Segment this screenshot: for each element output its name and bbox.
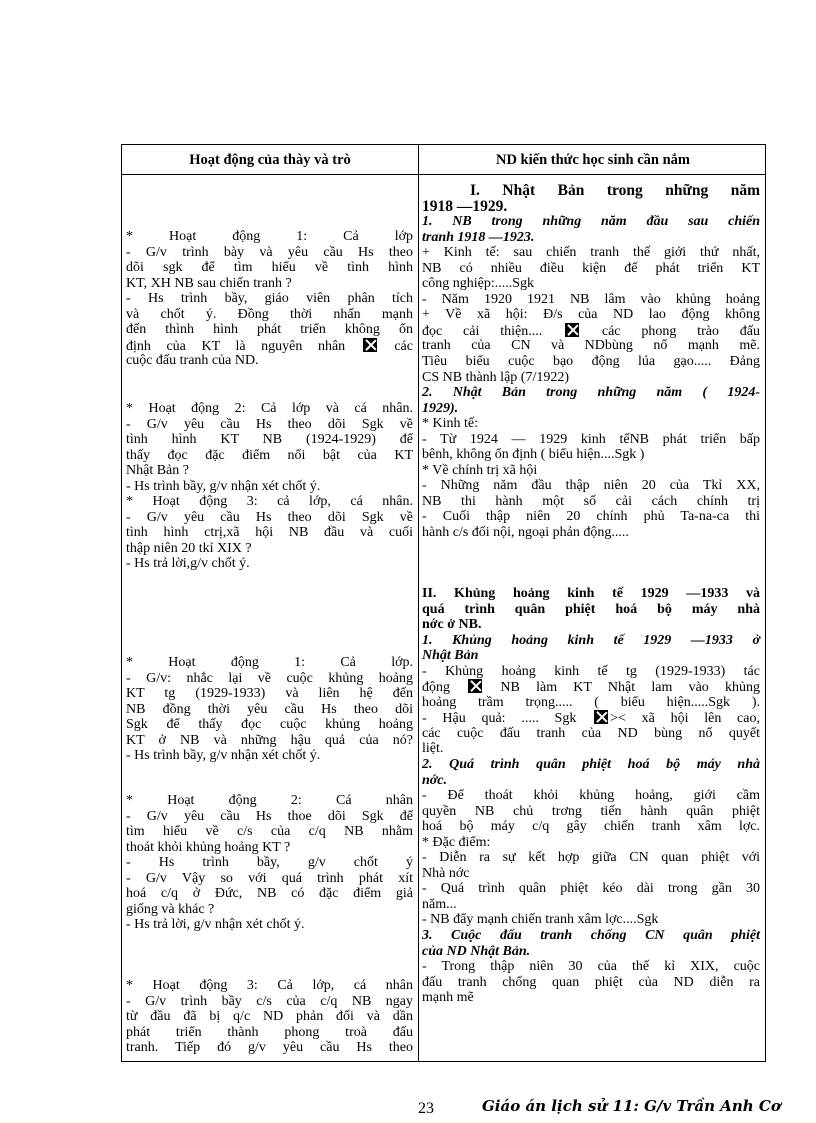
left-text-line: - G/v: nhắc lại về cuộc khủng hoảng [126,670,413,686]
left-text-line: * Hoạt động 2: Cả lớp và cá nhân. [126,401,413,416]
left-text-line: cuộc đấu tranh của ND. [126,353,259,369]
right-text-line: 1. Khủng hoảng kinh tế 1929 —1933 ở [422,632,760,648]
right-text-line: CS NB thành lập (7/1922) [422,369,569,385]
arrow-symbol-icon [594,710,608,724]
left-text-line: * Hoạt động 1: Cả lớp [126,229,413,244]
right-text-line: II. Khủng hoảng kinh tế 1929 —1933 và [422,586,760,601]
left-text-line: - Hs trình bầy, giáo viên phân tích [126,291,413,307]
left-text-line: - Hs trả lời, g/v nhận xét chốt ý. [126,917,305,933]
left-text-line: - Hs trình bầy, g/v nhận xét chốt ý. [126,748,321,764]
left-text-line: định của KT là nguyên nhân các [126,338,413,354]
right-text-line: - Cuối thập niên 20 chính phủ Ta-na-ca thi [422,509,760,525]
left-text-line: phát triển thành phong troà đấu [126,1024,413,1040]
left-text-line: - G/v trình bày và yêu cầu Hs theo [126,244,413,260]
right-text-line: quá trình quân phiệt hoá bộ máy nhà [422,601,760,617]
left-text-line: - G/v Vậy so với quá trình phát xít [126,870,413,886]
column-divider [418,145,419,1061]
right-text-line: - Diễn ra sự kết hợp giữa CN quan phiệt với [422,850,760,866]
right-text-line: công nghiệp:.....Sgk [422,276,534,292]
left-text-line: - G/v yêu cầu Hs thoe dõi Sgk để [126,808,413,824]
left-section [126,978,413,1056]
right-section [422,183,760,541]
right-text-line: I. Nhật Bản trong những năm [470,182,760,199]
left-text-line: NB đồng thời yêu cầu Hs theo dõi [126,701,413,717]
right-text-line: Nhà nớc [422,865,470,881]
right-text-line: - Khủng hoảng kinh tế tg (1929-1933) tác [422,663,760,679]
right-text-line: 3. Cuộc đấu tranh chống CN quân phiệt [422,928,760,944]
right-text-line: hoá bộ máy c/q gây chiến tranh xâm lợc. [422,819,760,835]
left-section [126,793,413,933]
right-text-line: 1929). [422,400,459,416]
arrow-symbol-icon [468,679,482,693]
left-text-line: - Hs trình bầy, g/v chốt ý [126,855,413,871]
right-text-line: bênh, không ổn định ( biểu hiện....Sgk ) [422,447,645,463]
right-text-line: 2. Nhật Bản trong những năm ( 1924- [422,385,760,401]
left-text-line: tình hình KT NB (1924-1929) để [126,432,413,448]
left-text-line: Sgk để thấy đọc cuộc khủng hoảng [126,717,413,733]
right-text-line: - Từ 1924 — 1929 kinh tếNB phát triển bấp [422,431,760,447]
left-text-line: KT tg (1929-1933) và liên hệ đến [126,686,413,702]
right-text-line: Tiêu biểu cuộc bạo động lúa gạo..... Đảng [422,354,760,370]
right-text-line: - Năm 1920 1921 NB lâm vào khủng hoảng [422,291,760,307]
right-text-line: 1. NB trong những năm đầu sau chiến [422,214,760,230]
left-text-line: đến thình hình phát triển không ổn [126,322,413,338]
left-text-line: * Hoạt động 3: Cả lớp, cá nhân [126,978,413,993]
right-text-line: - Hậu quả: ..... Sgk >< xã hội lên cao, [422,711,760,727]
page-number: 23 [418,1100,434,1117]
left-text-line: Nhật Bản ? [126,463,189,479]
right-text-line: động NB làm KT Nhật lam vào khủng [422,680,760,696]
right-text-line: - NB đẩy mạnh chiến tranh xâm lợc....Sgk [422,912,659,928]
right-text-line: quyền NB chủ trơng tiến hành quân phiệt [422,803,760,819]
right-text-line: tranh 1918 —1923. [422,229,535,245]
left-section [126,401,413,572]
left-text-line: tình hình ctrị,xã hội NB đầu và cuối [126,525,413,541]
left-text-line: tìm hiểu về c/s của c/q NB nhằm [126,824,413,840]
right-text-line: - Trong thập niên 30 của thế kỉ XIX, cuộc [422,959,760,975]
right-text-line: NB có nhiều điều kiện để phát triển KT [422,260,760,276]
left-text-line: KT, XH NB sau chiến tranh ? [126,275,292,291]
left-text-line: tranh. Tiếp đó g/v yêu cầu Hs theo [126,1040,413,1056]
right-text-line: nớc ở NB. [422,617,482,633]
right-text-line: nớc. [422,772,448,788]
right-text-line: 2. Quá trình quân phiệt hoá bộ máy nhà [422,757,760,773]
right-text-line: tranh của CN và NDbùng nổ mạnh mẽ. [422,338,760,354]
left-text-line: giống và khác ? [126,901,215,917]
right-text-line: liệt. [422,741,444,757]
right-text-line: * Về chính trị xã hội [422,462,538,478]
header-divider [122,174,765,175]
right-text-line: hành c/s đối nội, ngoại phản động..... [422,525,629,541]
left-text-line: thấy đọc đặc điểm nổi bật của KT [126,447,413,463]
right-text-line: 1918 —1929. [422,197,508,215]
right-text-line: đọc cải thiện.... các phong trào đấu [422,323,760,339]
right-text-line: của ND Nhật Bản. [422,943,531,959]
right-text-line: * Đặc điểm: [422,834,491,850]
left-text-line: KT ở NB và những hậu quả của nó? [126,732,413,748]
arrow-symbol-icon [565,323,579,337]
left-text-line: * Hoạt động 2: Cá nhân [126,793,413,808]
right-text-line: NB thi hành một số cải cách chính trị [422,493,760,509]
right-text-line: năm... [422,896,457,912]
right-text-line: các cuộc đấu tranh của ND bùng nổ quyết [422,725,760,741]
left-text-line: - Hs trả lời,g/v chốt ý. [126,556,250,572]
right-text-line: Nhật Bản [422,648,479,664]
header-teacher-activities: Hoạt động của thày và trò [189,152,351,168]
right-text-line: mạnh mẽ [422,990,474,1006]
left-section [126,655,413,764]
left-section [126,229,413,369]
left-text-line: - G/v trình bầy c/s của c/q NB ngay [126,993,413,1009]
left-text-line: từ đầu đã bị q/c ND phản đối và dần [126,1009,413,1025]
right-text-line: + Kinh tế: sau chiến tranh thế giới thứ nhất, [422,245,760,261]
left-text-line: dõi sgk để tìm hiểu về tình hình [126,260,413,276]
left-text-line: * Hoạt động 3: cả lớp, cá nhân. [126,494,413,510]
left-text-line: thoát khỏi khủng hoảng KT ? [126,839,291,855]
right-text-line: - Để thoát khỏi khủng hoảng, giới cầm [422,788,760,804]
right-text-line: - Những năm đầu thập niên 20 của Tkỉ XX, [422,478,760,494]
left-text-line: - G/v yêu cầu Hs theo dõi Sgk về [126,509,413,525]
left-text-line: và chốt ý. Đồng thời nhấn mạnh [126,306,413,322]
lesson-table [121,144,766,1062]
right-text-line: đấu tranh chống quan phiệt của ND diễn ra [422,974,760,990]
right-text-line: hoảng trầm trọng..... ( biểu hiện.....Sgk ). [422,694,760,710]
left-text-line: thập niên 20 tkỉ XIX ? [126,540,252,556]
right-text-line: * Kinh tế: [422,416,478,432]
header-student-knowledge: ND kiến thức học sinh cần nắm [495,152,690,168]
left-text-line: - G/v yêu cầu Hs theo dõi Sgk về [126,416,413,432]
left-text-line: * Hoạt động 1: Cả lớp. [126,655,413,670]
left-text-line: hoá c/q ở Đức, NB có đặc điểm giả [126,886,413,902]
left-text-line: - Hs trình bầy, g/v nhận xét chốt ý. [126,478,321,494]
arrow-symbol-icon [363,338,377,352]
right-text-line: + Về xã hội: Đ/s của ND lao động không [422,307,760,323]
right-text-line: - Quá trình quân phiệt kéo dài trong gần 30 [422,881,760,897]
right-section [422,586,760,1006]
footer-signature: Giáo án lịch sử 11: G/v Trần Anh Cơ [482,1097,781,1115]
